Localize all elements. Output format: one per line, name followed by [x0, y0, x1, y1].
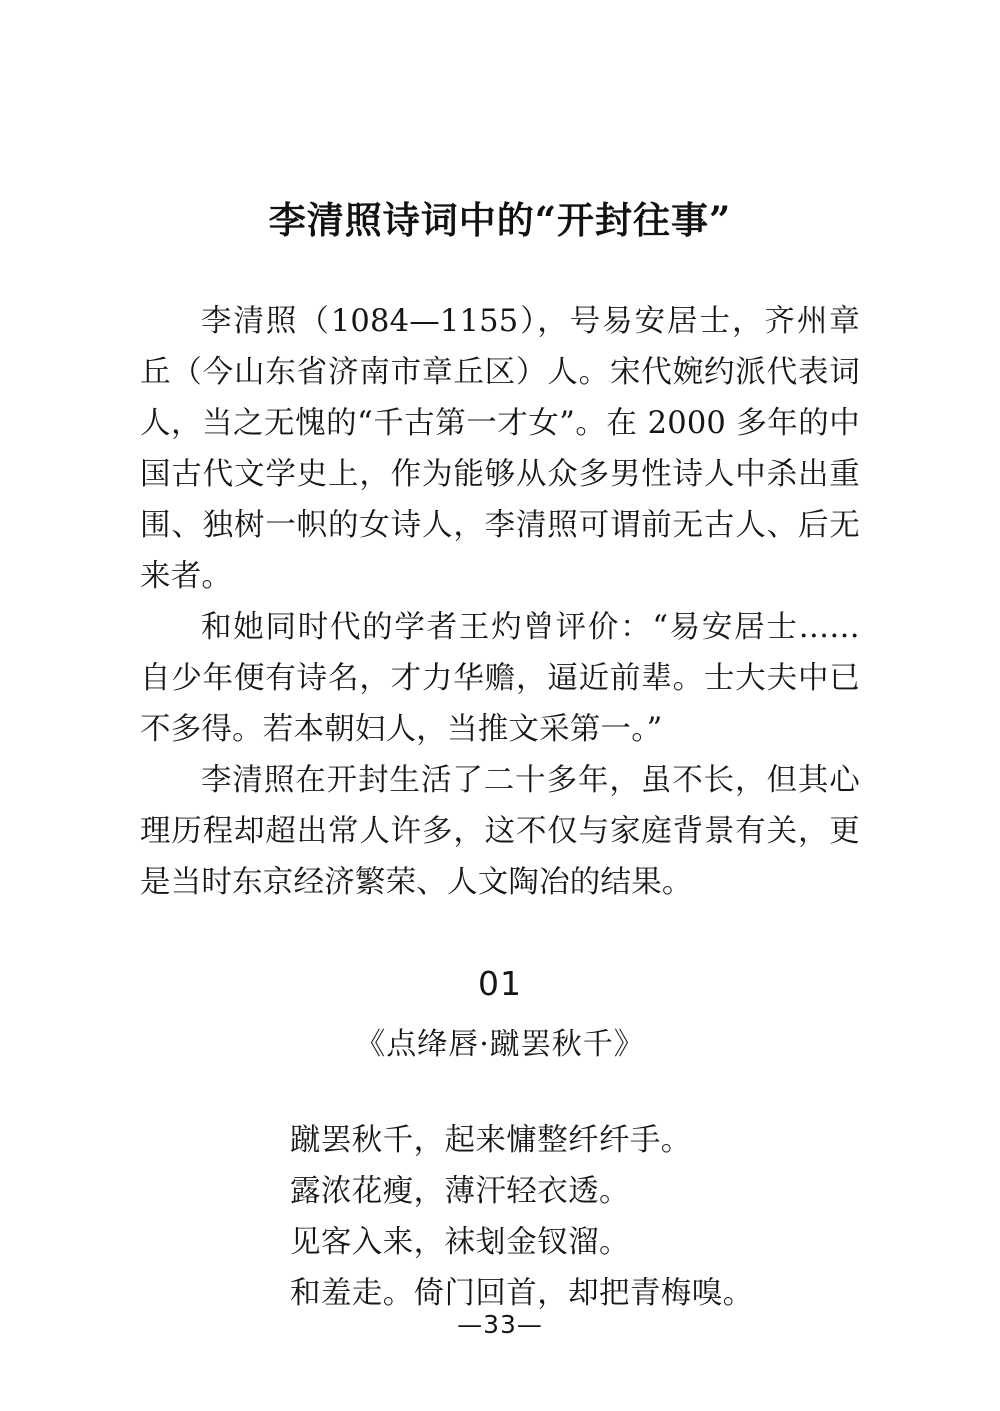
page-title: 李清照诗词中的“开封往事”	[268, 198, 732, 242]
poem-body	[140, 1115, 860, 1319]
article-body	[140, 296, 860, 908]
poem-title: 《点绛唇·蹴罢秋千》	[355, 1027, 645, 1062]
section-number: 01	[478, 964, 522, 1003]
poem-line: 蹴罢秋千，起来慵整纤纤手。	[290, 1123, 692, 1158]
paragraph-1: 李清照（1084—1155），号易安居士，齐州章丘（今山东省济南市章丘区）人。宋代婉约派代表词人，当之无愧的“千古第一才女”。在 2000 多年的中国古代文学史上，作为能够从众多男性诗人中杀出重围、独树一帜的女诗人，李清照可谓前无古人、后无来者。	[140, 304, 860, 594]
poem-line: 露浓花瘦，薄汗轻衣透。	[290, 1174, 630, 1209]
poem-line: 和羞走。倚门回首，却把青梅嗅。	[290, 1276, 754, 1311]
paragraph-2: 和她同时代的学者王灼曾评价：“易安居士……自少年便有诗名，才力华赡，逼近前辈。士大夫中已不多得。若本朝妇人，当推文采第一。”	[140, 610, 860, 747]
paragraph-3: 李清照在开封生活了二十多年，虽不长，但其心理历程却超出常人许多，这不仅与家庭背景有关，更是当时东京经济繁荣、人文陶冶的结果。	[140, 763, 860, 900]
poem-line: 见客入来，袜刬金钗溜。	[290, 1225, 630, 1260]
page-number: —33—	[457, 1310, 543, 1339]
